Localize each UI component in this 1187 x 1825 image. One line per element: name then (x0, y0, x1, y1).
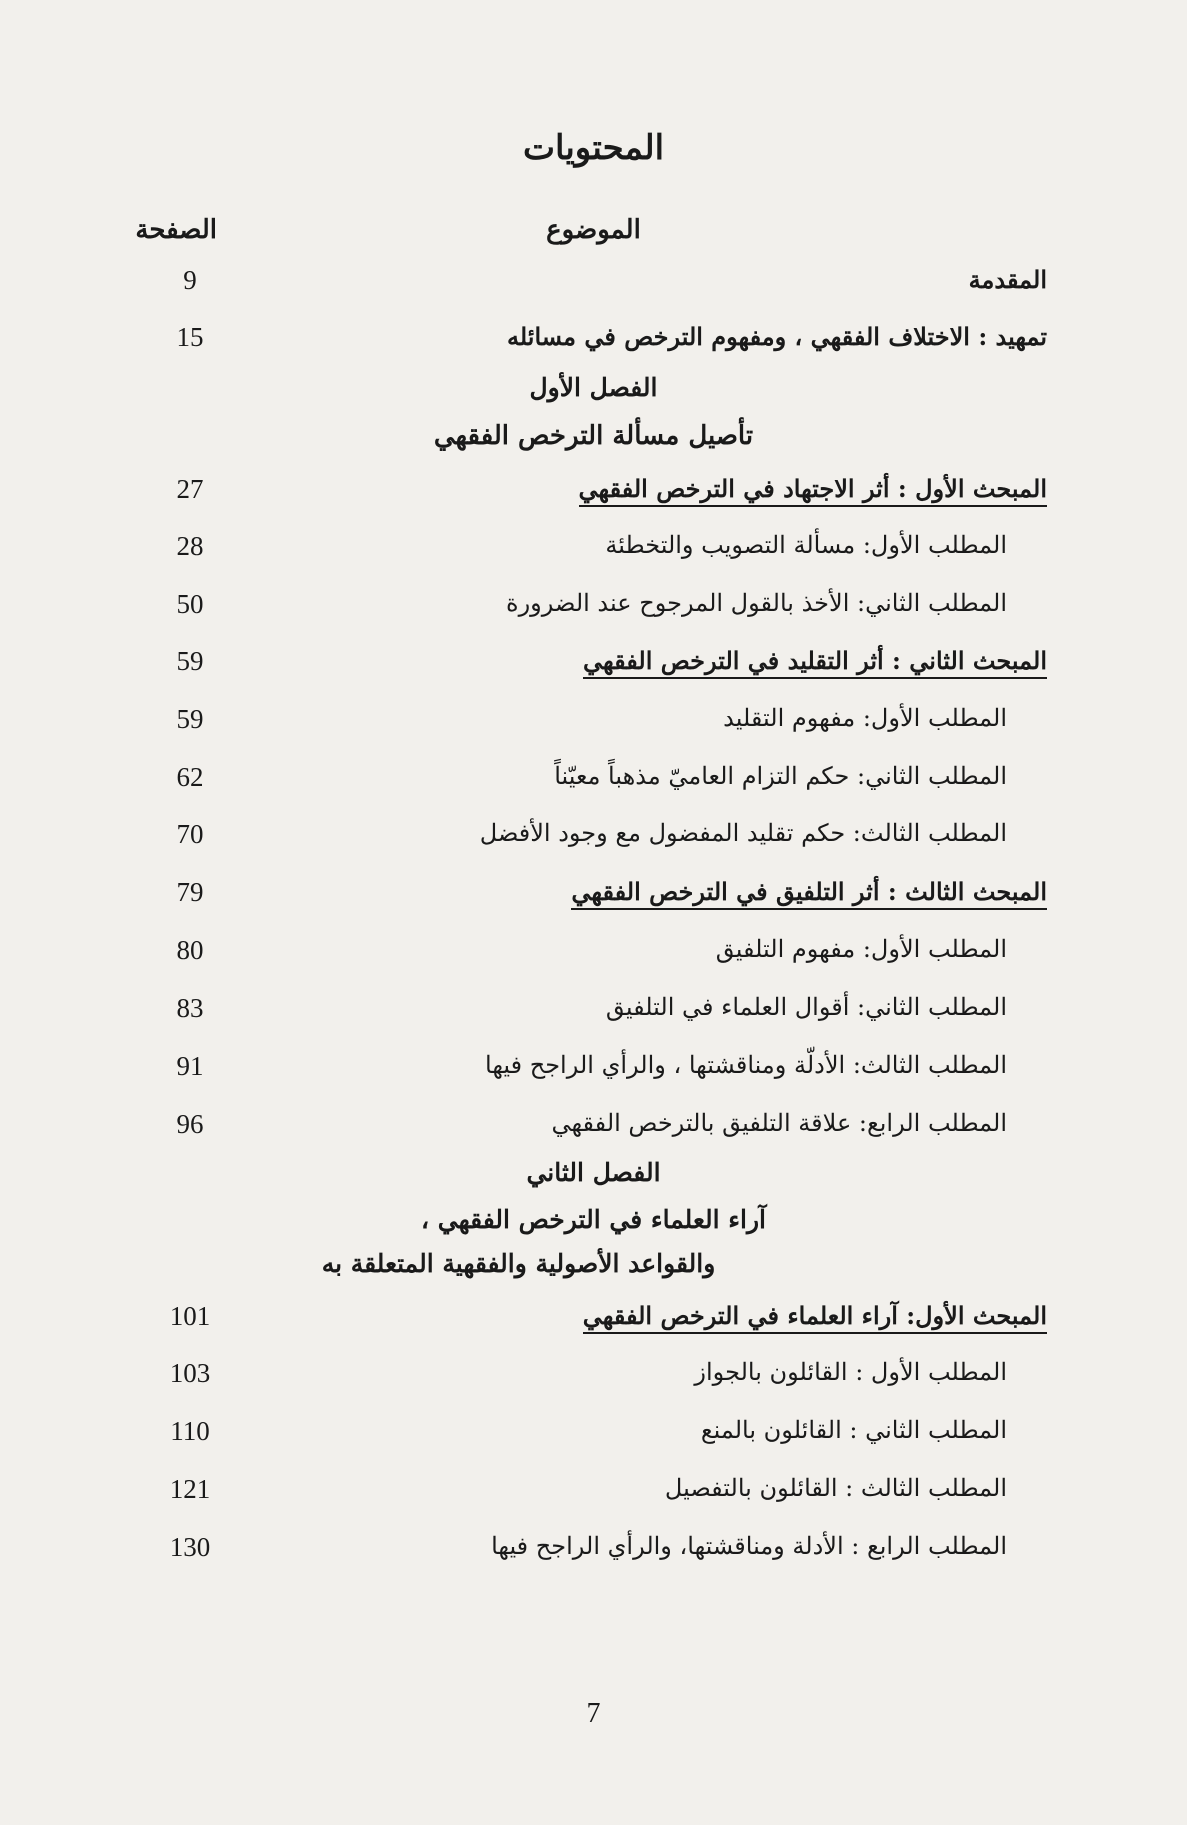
toc-entry-page: 130 (169, 1532, 211, 1562)
toc-entry-title: المقدمة (968, 265, 1047, 294)
toc-entry-page: 91 (176, 1051, 204, 1081)
toc-entry-title: المطلب الأول: مفهوم التقليد (723, 704, 1007, 732)
toc-entry-title: المبحث الثاني : أثر التقليد في الترخص الفقهي (583, 646, 1047, 679)
toc-entry (0, 877, 1187, 921)
toc-entry-page: 80 (176, 935, 204, 965)
toc-entry (0, 1109, 1187, 1153)
toc-entry-page: 62 (176, 762, 204, 792)
toc-entry-title: المبحث الأول: آراء العلماء في الترخص الفقهي (583, 1301, 1047, 1334)
toc-entry-title: المطلب الرابع: علاقة التلفيق بالترخص الفقهي (551, 1109, 1007, 1137)
toc-entry-title: المطلب الثالث : القائلون بالتفصيل (664, 1474, 1007, 1502)
toc-entry-page: 110 (170, 1416, 210, 1446)
page-title: المحتويات (522, 128, 665, 168)
toc-entry (0, 531, 1187, 575)
page-number: 7 (586, 1698, 601, 1729)
toc-entry-title: المطلب الثالث: الأدلّة ومناقشتها ، والرأي الراجح فيها (485, 1051, 1007, 1079)
toc-entry-page: 70 (176, 819, 204, 849)
toc-entry-title: المطلب الثاني: حكم التزام العاميّ مذهباً معيّناً (554, 762, 1007, 790)
toc-entry-title: المطلب الأول: مسألة التصويب والتخطئة (605, 531, 1007, 559)
toc-entry (0, 1051, 1187, 1095)
toc-entry-title: المبحث الثالث : أثر التلفيق في الترخص الفقهي (571, 877, 1047, 910)
toc-entry-page: 83 (176, 993, 204, 1023)
toc-entry-title: المطلب الثاني : القائلون بالمنع (700, 1416, 1007, 1444)
toc-entry-page: 96 (176, 1109, 204, 1139)
toc-entry (0, 589, 1187, 633)
toc-entry-title: المبحث الأول : أثر الاجتهاد في الترخص الفقهي (579, 474, 1047, 507)
chapter-two-label: الفصل الثاني (526, 1158, 661, 1187)
toc-entry-title: تمهيد : الاختلاف الفقهي ، ومفهوم الترخص في مسائله (506, 322, 1047, 351)
toc-entry (0, 1301, 1187, 1345)
toc-entry (0, 1416, 1187, 1460)
chapter-two-title-line1: آراء العلماء في الترخص الفقهي ، (420, 1205, 767, 1234)
toc-entry-title: المطلب الأول: مفهوم التلفيق (715, 935, 1007, 963)
toc-entry (0, 704, 1187, 748)
toc-entry (0, 993, 1187, 1037)
toc-entry-page: 27 (176, 474, 204, 504)
chapter-one-title: تأصيل مسألة الترخص الفقهي (433, 421, 754, 451)
toc-entry-page: 79 (176, 877, 204, 907)
toc-entry-page: 103 (169, 1358, 211, 1388)
toc-entry-page: 50 (176, 589, 204, 619)
chapter-one-label: الفصل الأول (529, 373, 658, 402)
toc-entry (0, 935, 1187, 979)
toc-entry-page: 121 (169, 1474, 211, 1504)
toc-entry (0, 646, 1187, 690)
toc-entry-title: المطلب الثاني: أقوال العلماء في التلفيق (605, 993, 1007, 1021)
toc-entry-page: 59 (176, 646, 204, 676)
toc-entry-title: المطلب الثالث: حكم تقليد المفضول مع وجود الأفضل (479, 819, 1007, 847)
toc-entry (0, 474, 1187, 518)
page-column-header: الصفحة (135, 215, 217, 245)
toc-entry (0, 322, 1187, 366)
topic-column-header: الموضوع (546, 215, 641, 245)
toc-entry-page: 59 (176, 704, 204, 734)
toc-entry-title: المطلب الثاني: الأخذ بالقول المرجوح عند الضرورة (506, 589, 1007, 617)
toc-entry-page: 9 (183, 265, 197, 295)
chapter-two-title-line2: والقواعد الأصولية والفقهية المتعلقة به (321, 1249, 716, 1278)
toc-entry (0, 265, 1187, 309)
toc-entry-title: المطلب الرابع : الأدلة ومناقشتها، والرأي الراجح فيها (491, 1532, 1007, 1560)
toc-entry-page: 15 (176, 322, 204, 352)
toc-entry (0, 819, 1187, 863)
toc-entry (0, 762, 1187, 806)
toc-entry (0, 1474, 1187, 1518)
toc-entry (0, 1358, 1187, 1402)
toc-entry-page: 101 (169, 1301, 211, 1331)
toc-entry-page: 28 (176, 531, 204, 561)
toc-entry-title: المطلب الأول : القائلون بالجواز (694, 1358, 1007, 1386)
toc-entry (0, 1532, 1187, 1576)
